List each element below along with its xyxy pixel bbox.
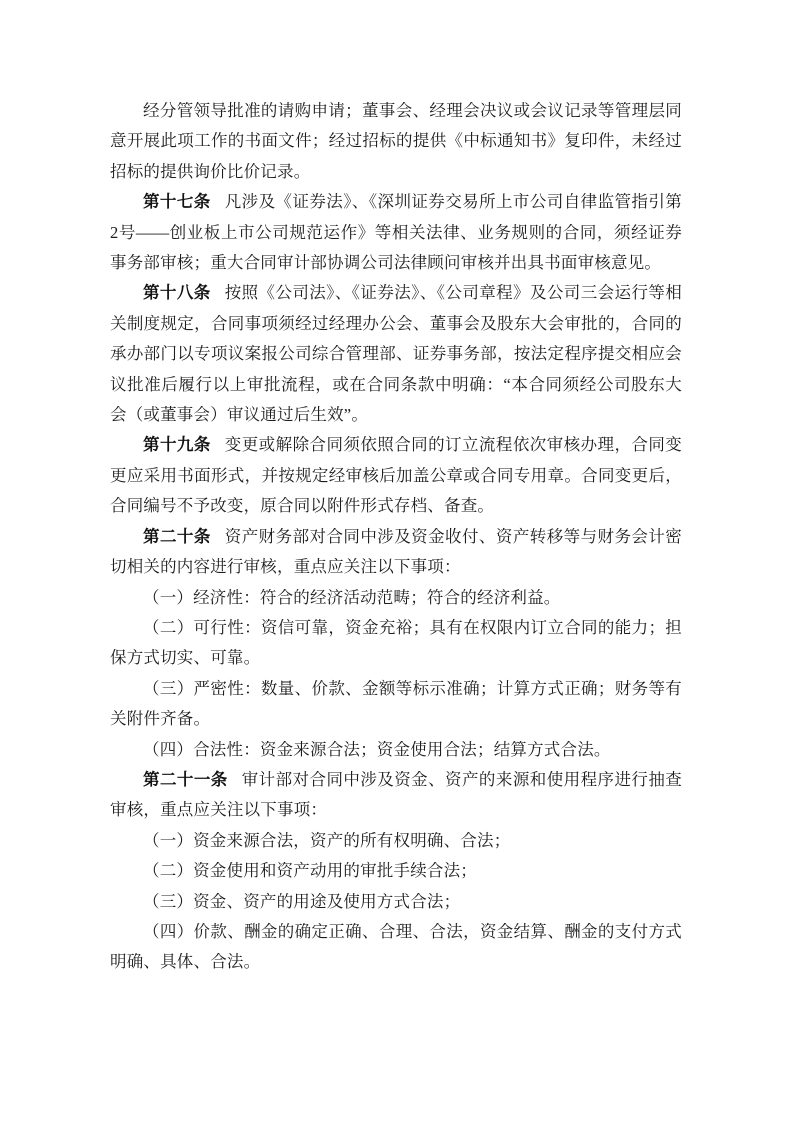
article-number: 第二十一条 — [143, 769, 228, 789]
paragraph-text: （四）价款、酬金的确定正确、合理、合法，资金结算、酬金的支付方式明确、具体、合法。 — [110, 921, 682, 972]
paragraph-text: 经分管领导批准的请购申请；董事会、经理会决议或会议记录等管理层同意开展此项工作的书面文件；经过招标的提供《中标通知书》复印件，未经过招标的提供询价比价记录。 — [110, 101, 682, 181]
body-paragraph — [110, 583, 682, 613]
article-number: 第十八条 — [143, 283, 211, 303]
paragraph-text: 变更或解除合同须依照合同的订立流程依次审核办理，合同变更应采用书面形式，并按规定经审核后加盖公章或合同专用章。合同变更后，合同编号不予改变，原合同以附件形式存档、备查。 — [110, 435, 682, 516]
paragraph-text: （三）资金、资产的用途及使用方式合法； — [143, 891, 461, 911]
article-paragraph — [110, 765, 682, 826]
article-paragraph — [110, 187, 682, 278]
paragraph-text: （一）经济性：符合的经济活动范畴；符合的经济利益。 — [143, 587, 561, 607]
paragraph-text: 按照《公司法》、《证券法》、《公司章程》及公司三会运行等相关制度规定，合同事项须经过经理办公会、董事会及股东大会审批的，合同的承办部门以专项议案报公司综合管理部、证券事务部，按法定程序提交相应会议批准后履行以上审批流程，或在合同条款中明确：“本合同须经公司股东大会（或董事会）审议通过后生效”。 — [110, 283, 682, 425]
article-paragraph — [110, 522, 682, 583]
paragraph-text: （一）资金来源合法，资产的所有权明确、合法； — [143, 830, 511, 850]
body-paragraph — [110, 887, 682, 917]
paragraph-text: （四）合法性：资金来源合法；资金使用合法；结算方式合法。 — [143, 739, 611, 759]
paragraph-text: （三）严密性：数量、价款、金额等标示准确；计算方式正确；财务等有关附件齐备。 — [110, 678, 682, 729]
body-paragraph — [110, 826, 682, 856]
body-paragraph — [110, 917, 682, 978]
article-number: 第十七条 — [143, 192, 211, 212]
paragraph-text: （二）资金使用和资产动用的审批手续合法； — [143, 861, 477, 881]
paragraph-text: 凡涉及《证券法》、《深圳证券交易所上市公司自律监管指引第2号——创业板上市公司规范运作》等相关法律、业务规则的合同，须经证券事务部审核；重大合同审计部协调公司法律顾问审核并出具书面审核意见。 — [110, 192, 682, 273]
article-number: 第二十条 — [143, 526, 211, 546]
body-paragraph — [110, 96, 682, 187]
document-body — [110, 96, 682, 978]
body-paragraph — [110, 674, 682, 735]
article-paragraph — [110, 278, 682, 430]
body-paragraph — [110, 856, 682, 886]
body-paragraph — [110, 613, 682, 674]
article-paragraph — [110, 430, 682, 521]
body-paragraph — [110, 735, 682, 765]
paragraph-text: 审计部对合同中涉及资金、资产的来源和使用程序进行抽查审核，重点应关注以下事项： — [110, 769, 683, 820]
article-number: 第十九条 — [143, 435, 211, 455]
paragraph-text: （二）可行性：资信可靠，资金充裕；具有在权限内订立合同的能力；担保方式切实、可靠。 — [110, 617, 682, 668]
paragraph-text: 资产财务部对合同中涉及资金收付、资产转移等与财务会计密切相关的内容进行审核，重点应关注以下事项： — [110, 526, 682, 577]
